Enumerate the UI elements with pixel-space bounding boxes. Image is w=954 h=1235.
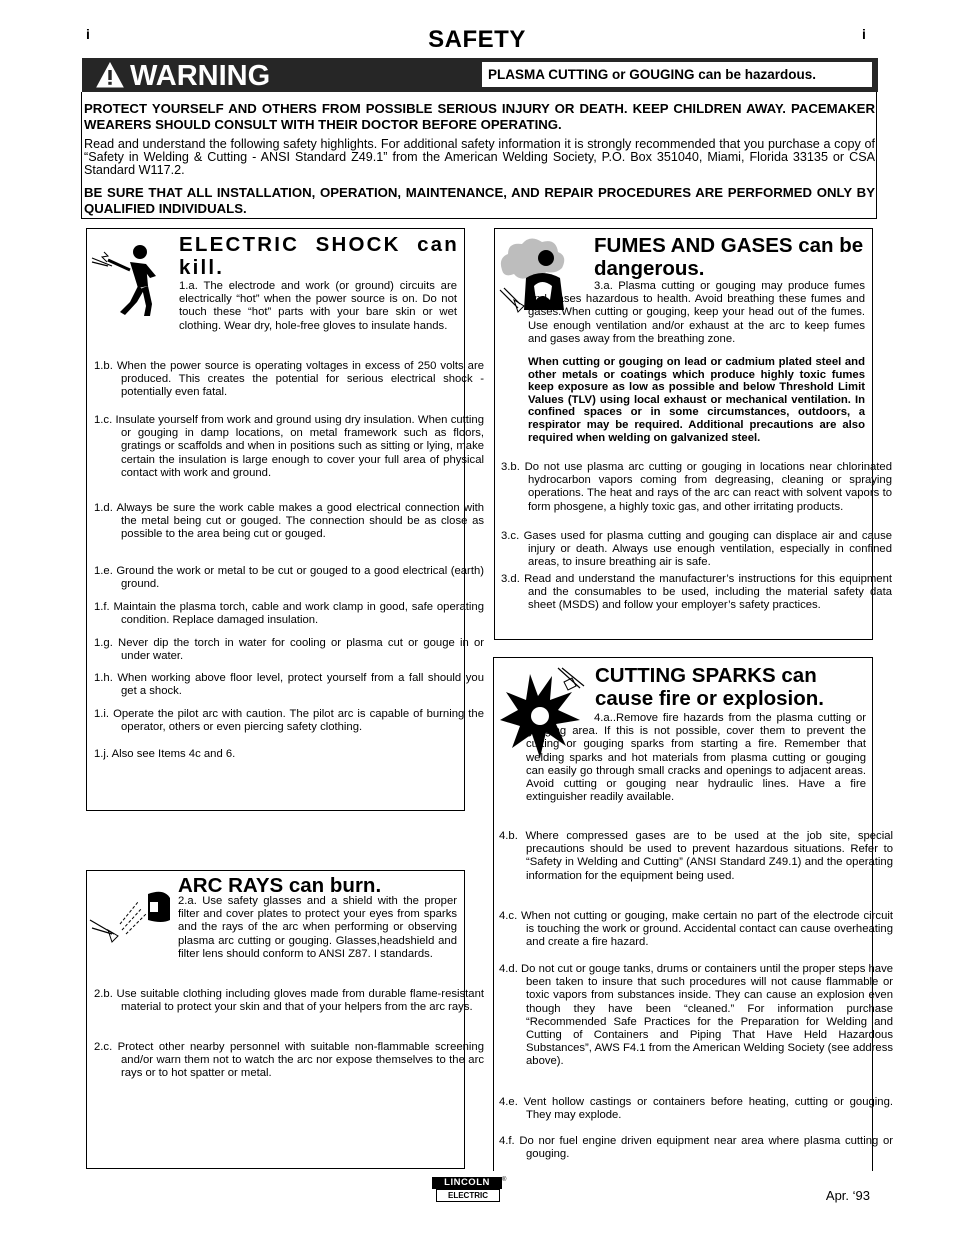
electric-1c: 1.c. Insulate yourself from work and ground using dry insulation. When cutting or gouging in damp locations, on metal framework such as floors, gratings or scaffolds and when in positions such as sitting or lying, make certain the insulation is large enough to cover your full area of physical contact with work and ground. (94, 414, 484, 479)
page-number-left: i (86, 26, 90, 42)
fumes-3d: 3.d. Read and understand the manufacturer’s instructions for this equipment and the consumables to be used, including the material safety data sheet (MSDS) and follow your employer’s safety practices. (501, 573, 892, 612)
electric-1f: 1.f. Maintain the plasma torch, cable and work clamp in good, safe operating condition. Replace damaged insulation. (94, 601, 484, 627)
fumes-3b: 3.b. Do not use plasma arc cutting or gouging in locations near chlorinated hydrocarbon vapors coming from degreasing, cleaning or spraying operations. The heat and rays of the arc can react with solvent vapors to form phosgene, a highly toxic gas, and other irritating products. (501, 461, 892, 513)
sparks-4d: 4.d. Do not cut or gouge tanks, drums or containers until the proper steps have been taken to insure that such procedures will not cause flammable or toxic vapors from substances inside. They can cause an explosion even though they have been “cleaned.” For information purchase “Recommended Safe Practices for the Preparation for Welding and Cutting of Containers and Piping That Have Held Hazardous Substances”, AWS F4.1 from the American Welding Society (see address above). (499, 963, 893, 1068)
electric-1j: 1.j. Also see Items 4c and 6. (94, 748, 236, 760)
arc-rays-icon (88, 884, 174, 948)
electric-1h: 1.h. When working above floor level, protect yourself from a fall should you get a shock. (94, 672, 484, 698)
fumes-3a-bold: When cutting or gouging on lead or cadmium plated steel and other metals or coatings which produce highly toxic fumes keep exposure as low as possible and below Threshold Limit Values (TLV) using local exhaust or mechanical ventilation. In confined spaces or in some circumstances, outdoors, a respirator may be required. Additional precautions are also required when welding on galvanized steel. (528, 356, 865, 444)
sparks-4c: 4.c. When not cutting or gouging, make certain no part of the electrode circuit is touching the work or ground. Accidental contact can cause overheating and create a fire hazard. (499, 910, 893, 949)
cutting-sparks-title: CUTTING SPARKS can cause fire or explosion. (595, 664, 824, 710)
electric-1i: 1.i. Operate the pilot arc with caution. The pilot arc is capable of burning the operator, others or even piercing safety clothing. (94, 708, 484, 734)
warning-label: WARNING (130, 60, 271, 92)
lincoln-electric-logo (432, 1177, 506, 1202)
fumes-3c: 3.c. Gases used for plasma cutting and gouging can displace air and cause injury or death. Always use enough ventilation, especially in confined areas, to insure breathing air is safe. (501, 530, 892, 569)
intro-qualified: BE SURE THAT ALL INSTALLATION, OPERATION, MAINTENANCE, AND REPAIR PROCEDURES ARE PERFORMED ONLY BY QUALIFIED INDIVIDUALS. (84, 185, 875, 216)
sparks-4b: 4.b. Where compressed gases are to be used at the job site, special precautions should be used to prevent hazardous situations. Refer to “Safety in Welding and Cutting” (ANSI Standard Z49.1) and the operating information for the equipment being used. (499, 830, 893, 882)
page-title: SAFETY (428, 26, 526, 53)
fumes-3a: 3.a. Plasma cutting or gouging may produce fumes and gases hazardous to health. Avoid breathing these fumes and gases.When cutting or gouging, keep your head out of the fumes. Use enough ventilation and/or exhaust at the arc to keep fumes and gases away from the breathing zone. (528, 280, 865, 345)
registered-mark-icon: ® (502, 1177, 507, 1183)
logo-bottom-text: ELECTRIC (436, 1189, 500, 1202)
electric-shock-title: ELECTRIC SHOCK can kill. (179, 233, 459, 279)
sparks-4a: 4.a..Remove fire hazards from the plasma cutting or gouging area. If this is not possible, cover them to prevent the cutting or gouging sparks from starting a fire. Remember that welding sparks and hot materials from plasma cutting or gouging can easily go through small cracks and openings to adjacent areas. Avoid cutting or gouging near hydraulic lines. Have a fire extinguisher readily available. (526, 712, 866, 804)
sparks-4e: 4.e. Vent hollow castings or containers before heating, cutting or gouging. They may explode. (499, 1096, 893, 1122)
arc-2c: 2.c. Protect other nearby personnel with suitable non-flammable screening and/or warn them not to watch the arc nor expose themselves to the arc rays or to hot spatter or metal. (94, 1041, 484, 1080)
footer-date: Apr. ‘93 (825, 1188, 870, 1203)
warning-subtitle: PLASMA CUTTING or GOUGING can be hazardous. (482, 62, 872, 87)
sparks-4f: 4.f. Do nor fuel engine driven equipment near area where plasma cutting or gouging. (499, 1135, 893, 1161)
logo-top-text: LINCOLN (432, 1177, 502, 1189)
arc-2a: 2.a. Use safety glasses and a shield with the proper filter and cover plates to protect your eyes from sparks and the rays of the arc when performing or observing plasma arc cutting or gouging. Glasses,headshield and filter lens should conform to ANSI Z87. I standards. (178, 895, 457, 960)
electric-1b: 1.b. When the power source is operating voltages in excess of 250 volts are produced. This creates the potential for serious electrical shock - potentially even fatal. (94, 360, 484, 399)
arc-2b: 2.b. Use suitable clothing including gloves made from durable flame-resistant material to protect your skin and that of your helpers from the arc rays. (94, 988, 484, 1014)
electric-1d: 1.d. Always be sure the work cable makes a good electrical connection with the metal being cut or gouged. The connection should be as close as possible to the area being cut or gouged. (94, 502, 484, 541)
intro-protect: PROTECT YOURSELF AND OTHERS FROM POSSIBLE SERIOUS INJURY OR DEATH. KEEP CHILDREN AWAY. PACEMAKER WEARERS SHOULD CONSULT WITH THEIR DOCTOR BEFORE OPERATING. (84, 101, 875, 132)
electric-1g: 1.g. Never dip the torch in water for cooling or plasma cut or gouge in or under water. (94, 637, 484, 663)
electric-shock-icon (90, 242, 172, 318)
arc-rays-title: ARC RAYS can burn. (178, 874, 382, 897)
electric-1a: 1.a. The electrode and work (or ground) circuits are electrically “hot” when the power source is on. Do not touch these “hot” parts with your bare skin or wet clothing. Wear dry, hole-free gloves to insulate hands. (179, 280, 457, 332)
fumes-title: FUMES AND GASES can be dangerous. (594, 234, 864, 280)
warning-triangle-icon (96, 62, 124, 88)
intro-read: Read and understand the following safety highlights. For additional safety information it is strongly recommended that you purchase a copy of “Safety in Welding & Cutting - ANSI Standard Z49.1” from the American Welding Society, P.O. Box 351040, Miami, Florida 33135 or CSA Standard W117.2. (84, 137, 875, 178)
electric-1e: 1.e. Ground the work or metal to be cut or gouged to a good electrical (earth) ground. (94, 565, 484, 591)
page-number-right: i (862, 26, 866, 42)
